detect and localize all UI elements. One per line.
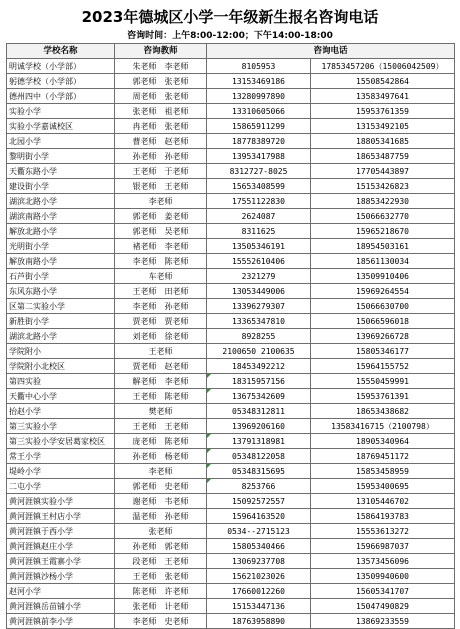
phone-cell-primary: 8253766 [207, 479, 311, 494]
table-row [7, 599, 455, 614]
phone-cell-primary: 05348122058 [207, 449, 311, 464]
phone-cell-secondary: 15553613272 [311, 524, 455, 539]
table-row [7, 89, 455, 104]
phone-cell-secondary: 15966987037 [311, 539, 455, 554]
phone-cell-primary: 17551122830 [207, 194, 311, 209]
contact-table [6, 43, 455, 629]
teacher-cell: 李老师 陈老师 [115, 254, 207, 269]
teacher-cell: 褚老师 李老师 [115, 239, 207, 254]
table-row [7, 419, 455, 434]
phone-cell-primary: 15653408599 [207, 179, 311, 194]
school-cell: 解放北路小学 [7, 224, 115, 239]
phone-cell-secondary: 15047490829 [311, 599, 455, 614]
phone-cell-secondary: 13969266728 [311, 329, 455, 344]
table-body [7, 59, 455, 629]
teacher-cell: 郭老师 吴老师 [115, 224, 207, 239]
table-row [7, 299, 455, 314]
table-row [7, 314, 455, 329]
teacher-cell: 王老师 陈老师 [115, 389, 207, 404]
table-row [7, 119, 455, 134]
header-row [7, 44, 455, 59]
school-cell: 实验小学 [7, 104, 115, 119]
school-cell: 躬德学校（小学部） [7, 74, 115, 89]
school-cell: 学院附小 [7, 344, 115, 359]
school-cell: 实验小学嘉诚校区 [7, 119, 115, 134]
phone-cell-primary: 0534--2715123 [207, 524, 311, 539]
teacher-cell: 孙老师 郭老师 [115, 539, 207, 554]
school-cell: 黄河涯镇赵庄小学 [7, 539, 115, 554]
table-row [7, 449, 455, 464]
school-cell: 德州四中（小学部） [7, 89, 115, 104]
phone-cell-secondary: 18769451172 [311, 449, 455, 464]
header-phone: 咨询电话 [207, 44, 455, 59]
school-cell: 第四实验 [7, 374, 115, 389]
teacher-cell: 刘老师 徐老师 [115, 329, 207, 344]
phone-cell-secondary: 15964155752 [311, 359, 455, 374]
school-cell: 学院附小北校区 [7, 359, 115, 374]
phone-cell-primary: 2100650 2100635 [207, 344, 311, 359]
phone-cell-secondary: 15853458959 [311, 464, 455, 479]
teacher-cell: 银老师 王老师 [115, 179, 207, 194]
table-row [7, 479, 455, 494]
teacher-cell: 王老师 [115, 344, 207, 359]
table-row [7, 509, 455, 524]
school-cell: 天衢中心小学 [7, 389, 115, 404]
phone-cell-primary: 13953417988 [207, 149, 311, 164]
phone-cell-primary: 13396279307 [207, 299, 311, 314]
teacher-cell: 温老师 孙老师 [115, 509, 207, 524]
school-cell: 赵河小学 [7, 584, 115, 599]
table-row [7, 464, 455, 479]
school-cell: 黄河涯镇于西小学 [7, 524, 115, 539]
phone-cell-secondary: 15953761391 [311, 389, 455, 404]
school-cell: 抬赵小学 [7, 404, 115, 419]
teacher-cell: 张老师 计老师 [115, 599, 207, 614]
phone-cell-secondary: 15965218670 [311, 224, 455, 239]
table-row [7, 554, 455, 569]
phone-cell-primary: 05348315695 [207, 464, 311, 479]
page-title: 2023年德城区小学一年级新生报名咨询电话 [81, 8, 379, 26]
table-row [7, 269, 455, 284]
table-row [7, 494, 455, 509]
phone-cell-primary: 18453492212 [207, 359, 311, 374]
school-cell: 黄河涯镇沙杨小学 [7, 569, 115, 584]
phone-cell-primary: 17660012260 [207, 584, 311, 599]
table-row [7, 329, 455, 344]
consult-time: 咨询时间：上午8:00-12:00；下午14:00-18:00 [127, 31, 333, 41]
table-row [7, 344, 455, 359]
table-row [7, 164, 455, 179]
teacher-cell: 曹老师 赵老师 [115, 134, 207, 149]
school-cell: 湖滨南路小学 [7, 209, 115, 224]
school-cell: 解放南路小学 [7, 254, 115, 269]
teacher-cell: 郭老师 史老师 [115, 479, 207, 494]
phone-cell-secondary: 13583416715（2100798） [311, 419, 455, 434]
teacher-cell: 王老师 田老师 [115, 284, 207, 299]
table-row [7, 239, 455, 254]
school-cell: 湖滨北路小学 [7, 329, 115, 344]
phone-cell-primary: 13153469186 [207, 74, 311, 89]
phone-cell-secondary: 13509940600 [311, 569, 455, 584]
phone-cell-primary: 15153447136 [207, 599, 311, 614]
phone-cell-secondary: 15508542864 [311, 74, 455, 89]
school-cell: 黄河涯镇实验小学 [7, 494, 115, 509]
table-row [7, 149, 455, 164]
phone-cell-secondary: 13105446702 [311, 494, 455, 509]
phone-cell-primary: 2321279 [207, 269, 311, 284]
teacher-cell: 朱老师 李老师 [115, 59, 207, 74]
table-row [7, 434, 455, 449]
school-cell: 光明街小学 [7, 239, 115, 254]
phone-cell-secondary: 15805346177 [311, 344, 455, 359]
phone-cell-primary: 18763958890 [207, 614, 311, 629]
phone-cell-secondary: 18561130034 [311, 254, 455, 269]
header-school: 学校名称 [7, 44, 115, 59]
phone-cell-primary: 13505346191 [207, 239, 311, 254]
table-row [7, 59, 455, 74]
phone-cell-secondary: 17705443897 [311, 164, 455, 179]
teacher-cell: 王老师 于老师 [115, 164, 207, 179]
phone-cell-primary: 8312727-8025 [207, 164, 311, 179]
table-row [7, 359, 455, 374]
school-cell: 明诚学校（小学部） [7, 59, 115, 74]
school-cell: 建设街小学 [7, 179, 115, 194]
phone-cell-primary: 8311625 [207, 224, 311, 239]
table-row [7, 539, 455, 554]
teacher-cell: 王老师 张老师 [115, 569, 207, 584]
header-teacher: 咨询教师 [115, 44, 207, 59]
phone-cell-secondary: 18954503161 [311, 239, 455, 254]
teacher-cell: 孙老师 杨老师 [115, 449, 207, 464]
teacher-cell: 张老师 [115, 524, 207, 539]
phone-cell-primary: 15621023026 [207, 569, 311, 584]
school-cell: 黄河涯镇岳苗铺小学 [7, 599, 115, 614]
sheet [6, 4, 454, 629]
table-row [7, 284, 455, 299]
phone-cell-secondary: 13153492105 [311, 119, 455, 134]
teacher-cell: 贾老师 赵老师 [115, 359, 207, 374]
phone-cell-secondary: 15969264554 [311, 284, 455, 299]
table-row [7, 104, 455, 119]
table-row [7, 614, 455, 629]
phone-cell-primary: 13069237708 [207, 554, 311, 569]
school-cell: 东风东路小学 [7, 284, 115, 299]
table-row [7, 569, 455, 584]
school-cell: 堤岭小学 [7, 464, 115, 479]
phone-cell-primary: 13969206160 [207, 419, 311, 434]
school-cell: 石芦街小学 [7, 269, 115, 284]
table-row [7, 194, 455, 209]
teacher-cell: 谢老师 韦老师 [115, 494, 207, 509]
table-row [7, 404, 455, 419]
teacher-cell: 陈老师 许老师 [115, 584, 207, 599]
table-row [7, 224, 455, 239]
phone-cell-primary: 15805340466 [207, 539, 311, 554]
school-cell: 天衢东路小学 [7, 164, 115, 179]
phone-cell-primary: 8928255 [207, 329, 311, 344]
teacher-cell: 李老师 孙老师 [115, 299, 207, 314]
teacher-cell: 郭老师 姜老师 [115, 209, 207, 224]
phone-cell-secondary: 13573456096 [311, 554, 455, 569]
teacher-cell: 车老师 [115, 269, 207, 284]
phone-cell-primary: 13791318981 [207, 434, 311, 449]
teacher-cell: 解老师 李老师 [115, 374, 207, 389]
table-row [7, 524, 455, 539]
phone-cell-primary: 13310605066 [207, 104, 311, 119]
school-cell: 湖滨北路小学 [7, 194, 115, 209]
phone-cell-secondary: 15953400695 [311, 479, 455, 494]
teacher-cell: 冉老师 张老师 [115, 119, 207, 134]
table-row [7, 179, 455, 194]
teacher-cell: 孙老师 孙老师 [115, 149, 207, 164]
phone-cell-primary: 13675342609 [207, 389, 311, 404]
phone-cell-secondary: 18653438682 [311, 404, 455, 419]
school-cell: 黄河涯镇王村店小学 [7, 509, 115, 524]
school-cell: 区第二实验小学 [7, 299, 115, 314]
phone-cell-secondary: 13869233559 [311, 614, 455, 629]
phone-cell-secondary: 15864193783 [311, 509, 455, 524]
phone-cell-secondary: 13509910406 [311, 269, 455, 284]
phone-cell-secondary: 17853457206（15006042509） [311, 59, 455, 74]
phone-cell-primary: 15964163520 [207, 509, 311, 524]
phone-cell-secondary: 15066596018 [311, 314, 455, 329]
phone-cell-secondary: 15153426823 [311, 179, 455, 194]
phone-cell-primary: 18315957156 [207, 374, 311, 389]
teacher-cell: 周老师 张老师 [115, 89, 207, 104]
teacher-cell: 王老师 王老师 [115, 419, 207, 434]
table-row [7, 209, 455, 224]
phone-cell-primary: 18778389720 [207, 134, 311, 149]
school-cell: 第三实验小学 [7, 419, 115, 434]
table-row [7, 584, 455, 599]
phone-cell-primary: 8105953 [207, 59, 311, 74]
phone-cell-primary: 2624087 [207, 209, 311, 224]
table-row [7, 254, 455, 269]
phone-cell-secondary: 15550459991 [311, 374, 455, 389]
teacher-cell: 郭老师 张老师 [115, 74, 207, 89]
phone-cell-secondary: 18853422930 [311, 194, 455, 209]
phone-cell-primary: 15092572557 [207, 494, 311, 509]
phone-cell-primary: 15552610406 [207, 254, 311, 269]
phone-cell-primary: 05348312811 [207, 404, 311, 419]
phone-cell-secondary: 15605341707 [311, 584, 455, 599]
phone-cell-primary: 13053449006 [207, 284, 311, 299]
phone-cell-secondary: 15066630700 [311, 299, 455, 314]
table-row [7, 134, 455, 149]
teacher-cell: 张老师 祖老师 [115, 104, 207, 119]
phone-cell-secondary: 15953761359 [311, 104, 455, 119]
teacher-cell: 庞老师 陈老师 [115, 434, 207, 449]
teacher-cell: 樊老师 [115, 404, 207, 419]
school-cell: 第三实验小学安居葛家校区 [7, 434, 115, 449]
phone-cell-primary: 15865911299 [207, 119, 311, 134]
school-cell: 北园小学 [7, 134, 115, 149]
teacher-cell: 李老师 史老师 [115, 614, 207, 629]
table-row [7, 389, 455, 404]
table-row [7, 74, 455, 89]
teacher-cell: 李老师 [115, 464, 207, 479]
table-row [7, 374, 455, 389]
school-cell: 常王小学 [7, 449, 115, 464]
phone-cell-secondary: 18905340964 [311, 434, 455, 449]
phone-cell-secondary: 18805341685 [311, 134, 455, 149]
phone-cell-secondary: 15066632770 [311, 209, 455, 224]
school-cell: 黄河涯镇前李小学 [7, 614, 115, 629]
teacher-cell: 李老师 [115, 194, 207, 209]
teacher-cell: 段老师 王老师 [115, 554, 207, 569]
teacher-cell: 贾老师 贾老师 [115, 314, 207, 329]
school-cell: 黎明街小学 [7, 149, 115, 164]
phone-cell-primary: 13365347810 [207, 314, 311, 329]
phone-cell-secondary: 13583497641 [311, 89, 455, 104]
phone-cell-primary: 13280997890 [207, 89, 311, 104]
school-cell: 新胜街小学 [7, 314, 115, 329]
phone-cell-secondary: 18653487759 [311, 149, 455, 164]
school-cell: 二屯小学 [7, 479, 115, 494]
school-cell: 黄河涯镇王霞寨小学 [7, 554, 115, 569]
